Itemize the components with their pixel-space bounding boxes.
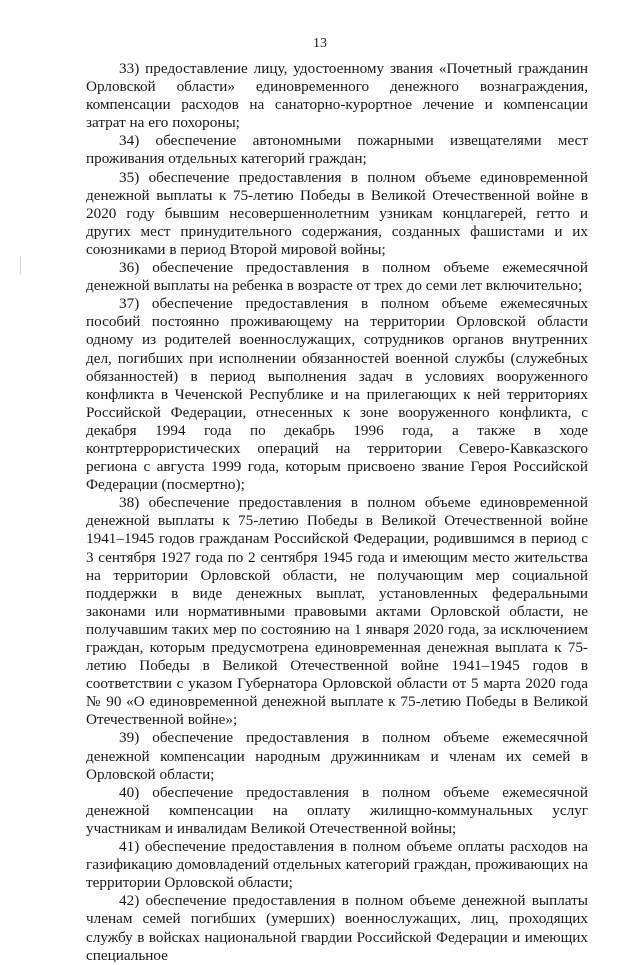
paragraph-item-38: 38) обеспечение предоставления в полном объеме единовременной денежной выплаты к 75-летию Победы в Великой Отечественной войне 1941–1945 годов гражданам Российской Федерации, родившимся в период с 3 сентября 1927 года по 2 сентября 1945 года и имеющим место жительства на территории Орловской области, не получающим мер социальной поддержки в виде денежных выплат, установленных федеральными законами или нормативными правовыми актами Орловской области, не получавшим таких мер по состоянию на 1 января 2020 года, за исключением граждан, которым предусмотрена единовременная денежная выплата к 75-летию Победы в Великой Отечественной войне 1941–1945 годов в соответствии с указом Губернатора Орловской области от 5 марта 2020 года № 90 «О единовременной денежной выплате к 75-летию Победы в Великой Отечественной войне»; [86,494,588,729]
paragraph-item-42: 42) обеспечение предоставления в полном объеме денежной выплаты членам семей погибших (умерших) военнослужащих, лиц, проходящих службу в войсках национальной гвардии Российской Федерации и имеющих специальное [86,892,588,964]
margin-mark [20,256,21,274]
paragraph-item-40: 40) обеспечение предоставления в полном объеме ежемесячной денежной компенсации на оплату жилищно-коммунальных услуг участникам и инвалидам Великой Отечественной войны; [86,783,588,837]
paragraph-item-36: 36) обеспечение предоставления в полном объеме ежемесячной денежной выплаты на ребенка в возрасте от трех до семи лет включительно; [86,259,588,295]
paragraph-item-41: 41) обеспечение предоставления в полном объеме оплаты расходов на газификацию домовладений отдельных категорий граждан, проживающих на территории Орловской области; [86,838,588,892]
paragraph-item-39: 39) обеспечение предоставления в полном объеме ежемесячной денежной компенсации народным дружинникам и членам их семей в Орловской области; [86,729,588,783]
paragraph-item-33: 33) предоставление лицу, удостоенному звания «Почетный гражданин Орловской области» единовременного денежного вознаграждения, компенсации расходов на санаторно-курортное лечение и компенсации затрат на его похороны; [86,60,588,132]
paragraph-item-37: 37) обеспечение предоставления в полном объеме ежемесячных пособий постоянно проживающему на территории Орловской области одному из родителей военнослужащих, сотрудников органов внутренних дел, погибших при исполнении обязанностей военной службы (служебных обязанностей) в период выполнения задач в условиях вооруженного конфликта в Чеченской Республике и на прилегающих к ней территориях Российской Федерации, отнесенных к зоне вооруженного конфликта, с декабря 1994 года по декабрь 1996 года, а также в ходе контртеррористических операций на территории Северо-Кавказского региона с августа 1999 года, которым присвоено звание Героя Российской Федерации (посмертно); [86,295,588,494]
paragraph-item-34: 34) обеспечение автономными пожарными извещателями мест проживания отдельных категорий граждан; [86,132,588,168]
page-number: 13 [313,36,327,51]
paragraph-item-35: 35) обеспечение предоставления в полном объеме единовременной денежной выплаты к 75-летию Победы в Великой Отечественной войне в 2020 году бывшим несовершеннолетним узникам концлагерей, гетто и других мест принудительного содержания, созданных фашистами и их союзниками в период Второй мировой войны; [86,168,588,258]
document-body [86,60,588,965]
